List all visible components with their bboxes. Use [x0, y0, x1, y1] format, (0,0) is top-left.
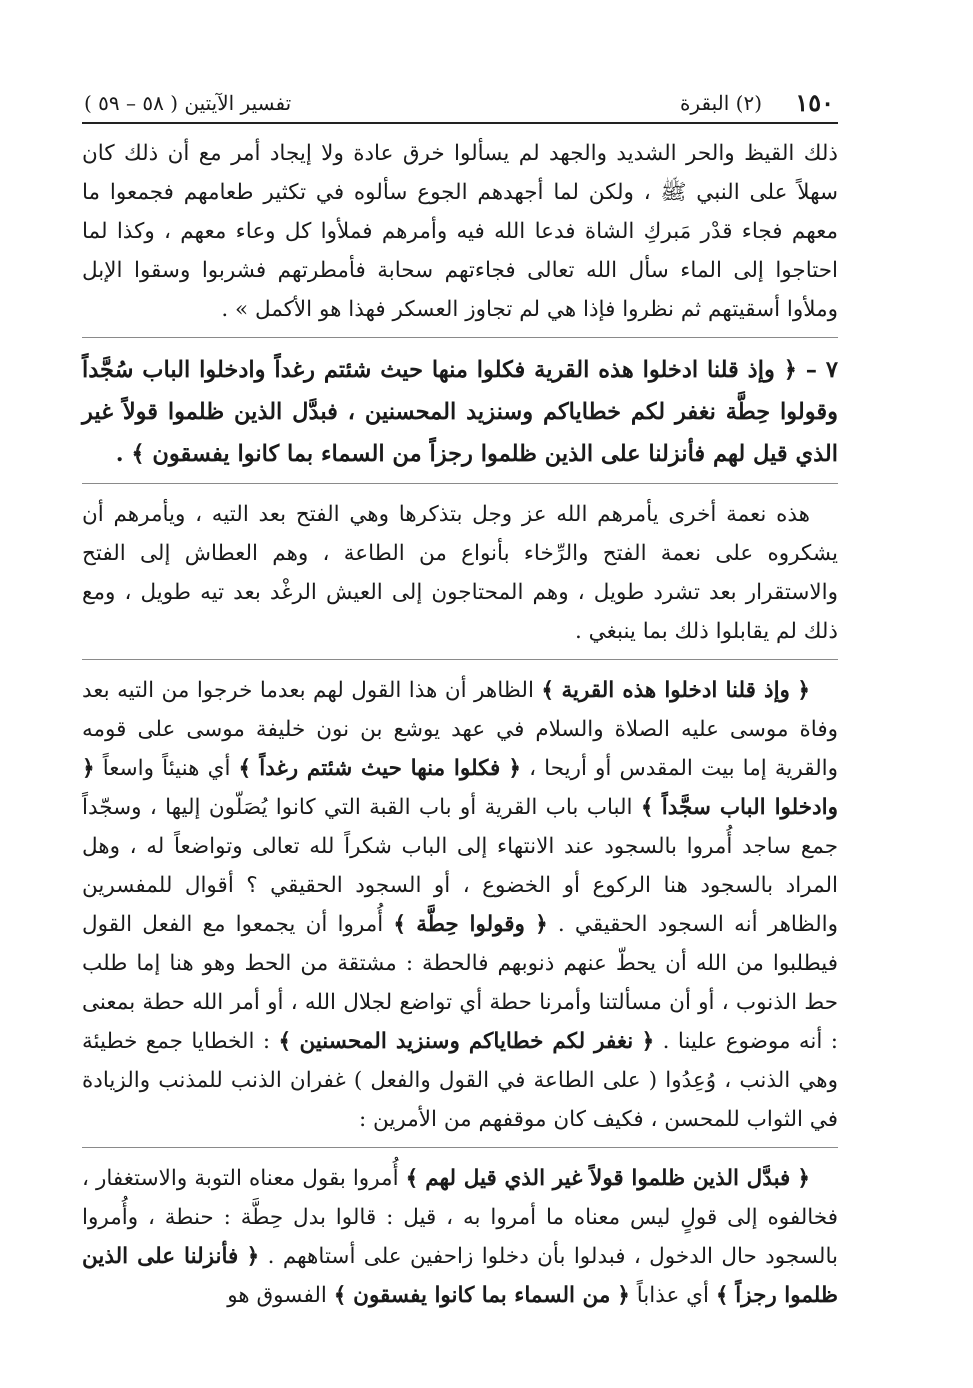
divider [82, 1147, 838, 1149]
quote-paragraph [82, 134, 838, 329]
verse-close-bracket: ﴾ [541, 678, 555, 703]
surah-title: (٢) البقرة [679, 91, 762, 115]
text-line: ذلك القيظ والحر الشديد والجهد لم يسألوا خرق عادة ولا إيجاد أمر مع أن ذلك كان [82, 141, 838, 166]
verse-open-bracket: ﴿ [508, 756, 521, 781]
verse-text: وإذ قلنا ادخلوا هذه القرية فكلوا منها حيث شئتم رغداً وادخلوا الباب سُجَّداً وقولوا حِطَّة نغفر لكم خطاياكم وسنزيد المحسنين ، فبدَّل الذين ظلموا قولاً غير الذي قيل لهم فأنزلنا على الذين ظلموا رجزاً من السماء بما كانوا يفسقون [82, 357, 838, 467]
verse-open-bracket: ﴿ [641, 1029, 655, 1054]
verse-number: ٧ – [805, 357, 838, 383]
verse-block [82, 349, 838, 475]
commentary-text: أي هنيئاً واسعاً [102, 756, 231, 781]
divider [82, 483, 838, 485]
commentary-paragraph [82, 1159, 838, 1315]
quran-quote: وادخلوا الباب سجَّداً [661, 795, 838, 820]
commentary-text: أي عذاباً [636, 1283, 709, 1308]
verse-close-bracket: ﴾ [238, 756, 252, 781]
text-line: احتاجوا إلى الماء سأل الله تعالى فجاءتهم سحابة فأمطرتهم فشربوا وسقوا الإبل وملأوا [82, 258, 838, 322]
text-line: أسقيتهم ثم نظروا فإذا هي لم تجاوز العسكر فهذا هو الأكمل » . [221, 297, 781, 322]
commentary-text: الظاهر أن هذا القول لهم بعدما خرجوا من التيه بعد وفاة موسى عليه الصلاة والسلام في عهد يوشع بن نون خليفة موسى على قومه والقرية إما بيت المقدس أو أريحا ، [82, 678, 838, 781]
page-header [82, 88, 838, 124]
page-number: ١٥٠ [795, 88, 834, 117]
quran-quote: فبدَّل الذين ظلموا قولاً غير الذي قيل لهم [425, 1166, 791, 1191]
commentary-text: أُمروا بقول معناه التوبة والاستغفار ، فخالفوه إلى قولٍ ليس معناه ما أمروا به ، قيل : قالوا بدل حِطَّة : حنطة ، وأُمروا بالسجود حال الدخول ، فبدلوا بأن دخلوا زاحفين على أستاههم . [82, 1166, 838, 1269]
verse-open-bracket: ﴿ [797, 1166, 810, 1191]
quran-quote: وقولوا حِطَّة [416, 912, 525, 937]
verse-end: . [115, 441, 124, 467]
divider [82, 337, 838, 339]
verse-close-bracket: ﴾ [131, 441, 145, 467]
verse-close-bracket: ﴾ [405, 1166, 419, 1191]
divider [82, 659, 838, 661]
verse-close-bracket: ﴾ [333, 1283, 347, 1308]
commentary-paragraph: هذه نعمة أخرى يأمرهم الله عز وجل بتذكرها وهي الفتح بعد التيه ، ويأمرهم أن يشكروه على نعمة الفتح والرِّخاء بأنواع من الطاعة ، وهم العطاش إلى الفتح والاستقرار بعد تشرد طويل ، وهم المحتاجون إلى العيش الرغْد بعد تيه طويل ، ومع ذلك لم يقابلوا ذلك بما ينبغي . [82, 502, 838, 644]
commentary-paragraph [82, 671, 838, 1139]
verse-open-bracket: ﴿ [535, 912, 548, 937]
commentary-text: : الخطايا جمع خطيئة وهي الذنب ، وُعِدُوا ( على الطاعة في القول والفعل ) غفران الذنب للمذنب والزيادة في الثواب للمحسن ، فكيف كان موقفهم من الأمرين : [82, 1029, 838, 1132]
verse-open-bracket: ﴿ [82, 756, 95, 781]
section-title: تفسير الآيتين ( ٥٨ – ٥٩ ) [84, 91, 292, 115]
verse-close-bracket: ﴾ [640, 795, 654, 820]
text-line: معهم فجاء قدْر مَبركِ الشاة فدعا الله فيه وأمرهم فملأوا كل وعاء معهم ، وكذا لما [82, 219, 838, 244]
quran-quote: وإذ قلنا ادخلوا هذه القرية [561, 678, 790, 703]
verse-open-bracket: ﴿ [783, 357, 797, 383]
quran-quote: من السماء بما كانوا يفسقون [353, 1283, 611, 1308]
verse-close-bracket: ﴾ [715, 1283, 729, 1308]
verse-open-bracket: ﴿ [617, 1283, 630, 1308]
commentary-text: الباب باب القرية أو باب القبة التي كانوا يُصَلّون إليها ، وسجّداً جمع ساجد أُمروا بالسجود عند الانتهاء إلى الباب شكراً لله تعالى وتواضعاً له ، وهل المراد بالسجود هنا الركوع أو الخضوع ، أو السجود الحقيقي ؟ أقوال للمفسرين والظاهر أنه السجود الحقيقي . [82, 795, 839, 937]
verse-close-bracket: ﴾ [278, 1029, 292, 1054]
commentary-text: أُمروا أن يجمعوا مع الفعل القول فيطلبوا من الله أن يحطّ عنهم ذنوبهم فالحطة : مشتقة من الحط وهو هنا إما طلب حط الذنوب ، أو أن مسألتنا وأمرنا حطة أي تواضع لجلال الله ، أو أمر الله حطة بمعنى : أنه موضوع علينا . [82, 912, 838, 1054]
quran-quote: فكلوا منها حيث شئتم رغداً [259, 756, 501, 781]
verse-open-bracket: ﴿ [246, 1244, 260, 1269]
quran-quote: نغفر لكم خطاياكم وسنزيد المحسنين [299, 1029, 634, 1054]
verse-open-bracket: ﴿ [797, 678, 810, 703]
verse-close-bracket: ﴾ [393, 912, 407, 937]
text-line: سهلاً على النبي ﷺ ، ولكن لما أجهدهم الجوع سألوه في تكثير طعامهم فجمعوا ما [82, 180, 838, 205]
page-body [82, 134, 838, 1315]
commentary-text: الفسوق هو [227, 1283, 327, 1308]
quran-quote: فأنزلنا على الذين ظلموا رجزاً [82, 1244, 838, 1308]
